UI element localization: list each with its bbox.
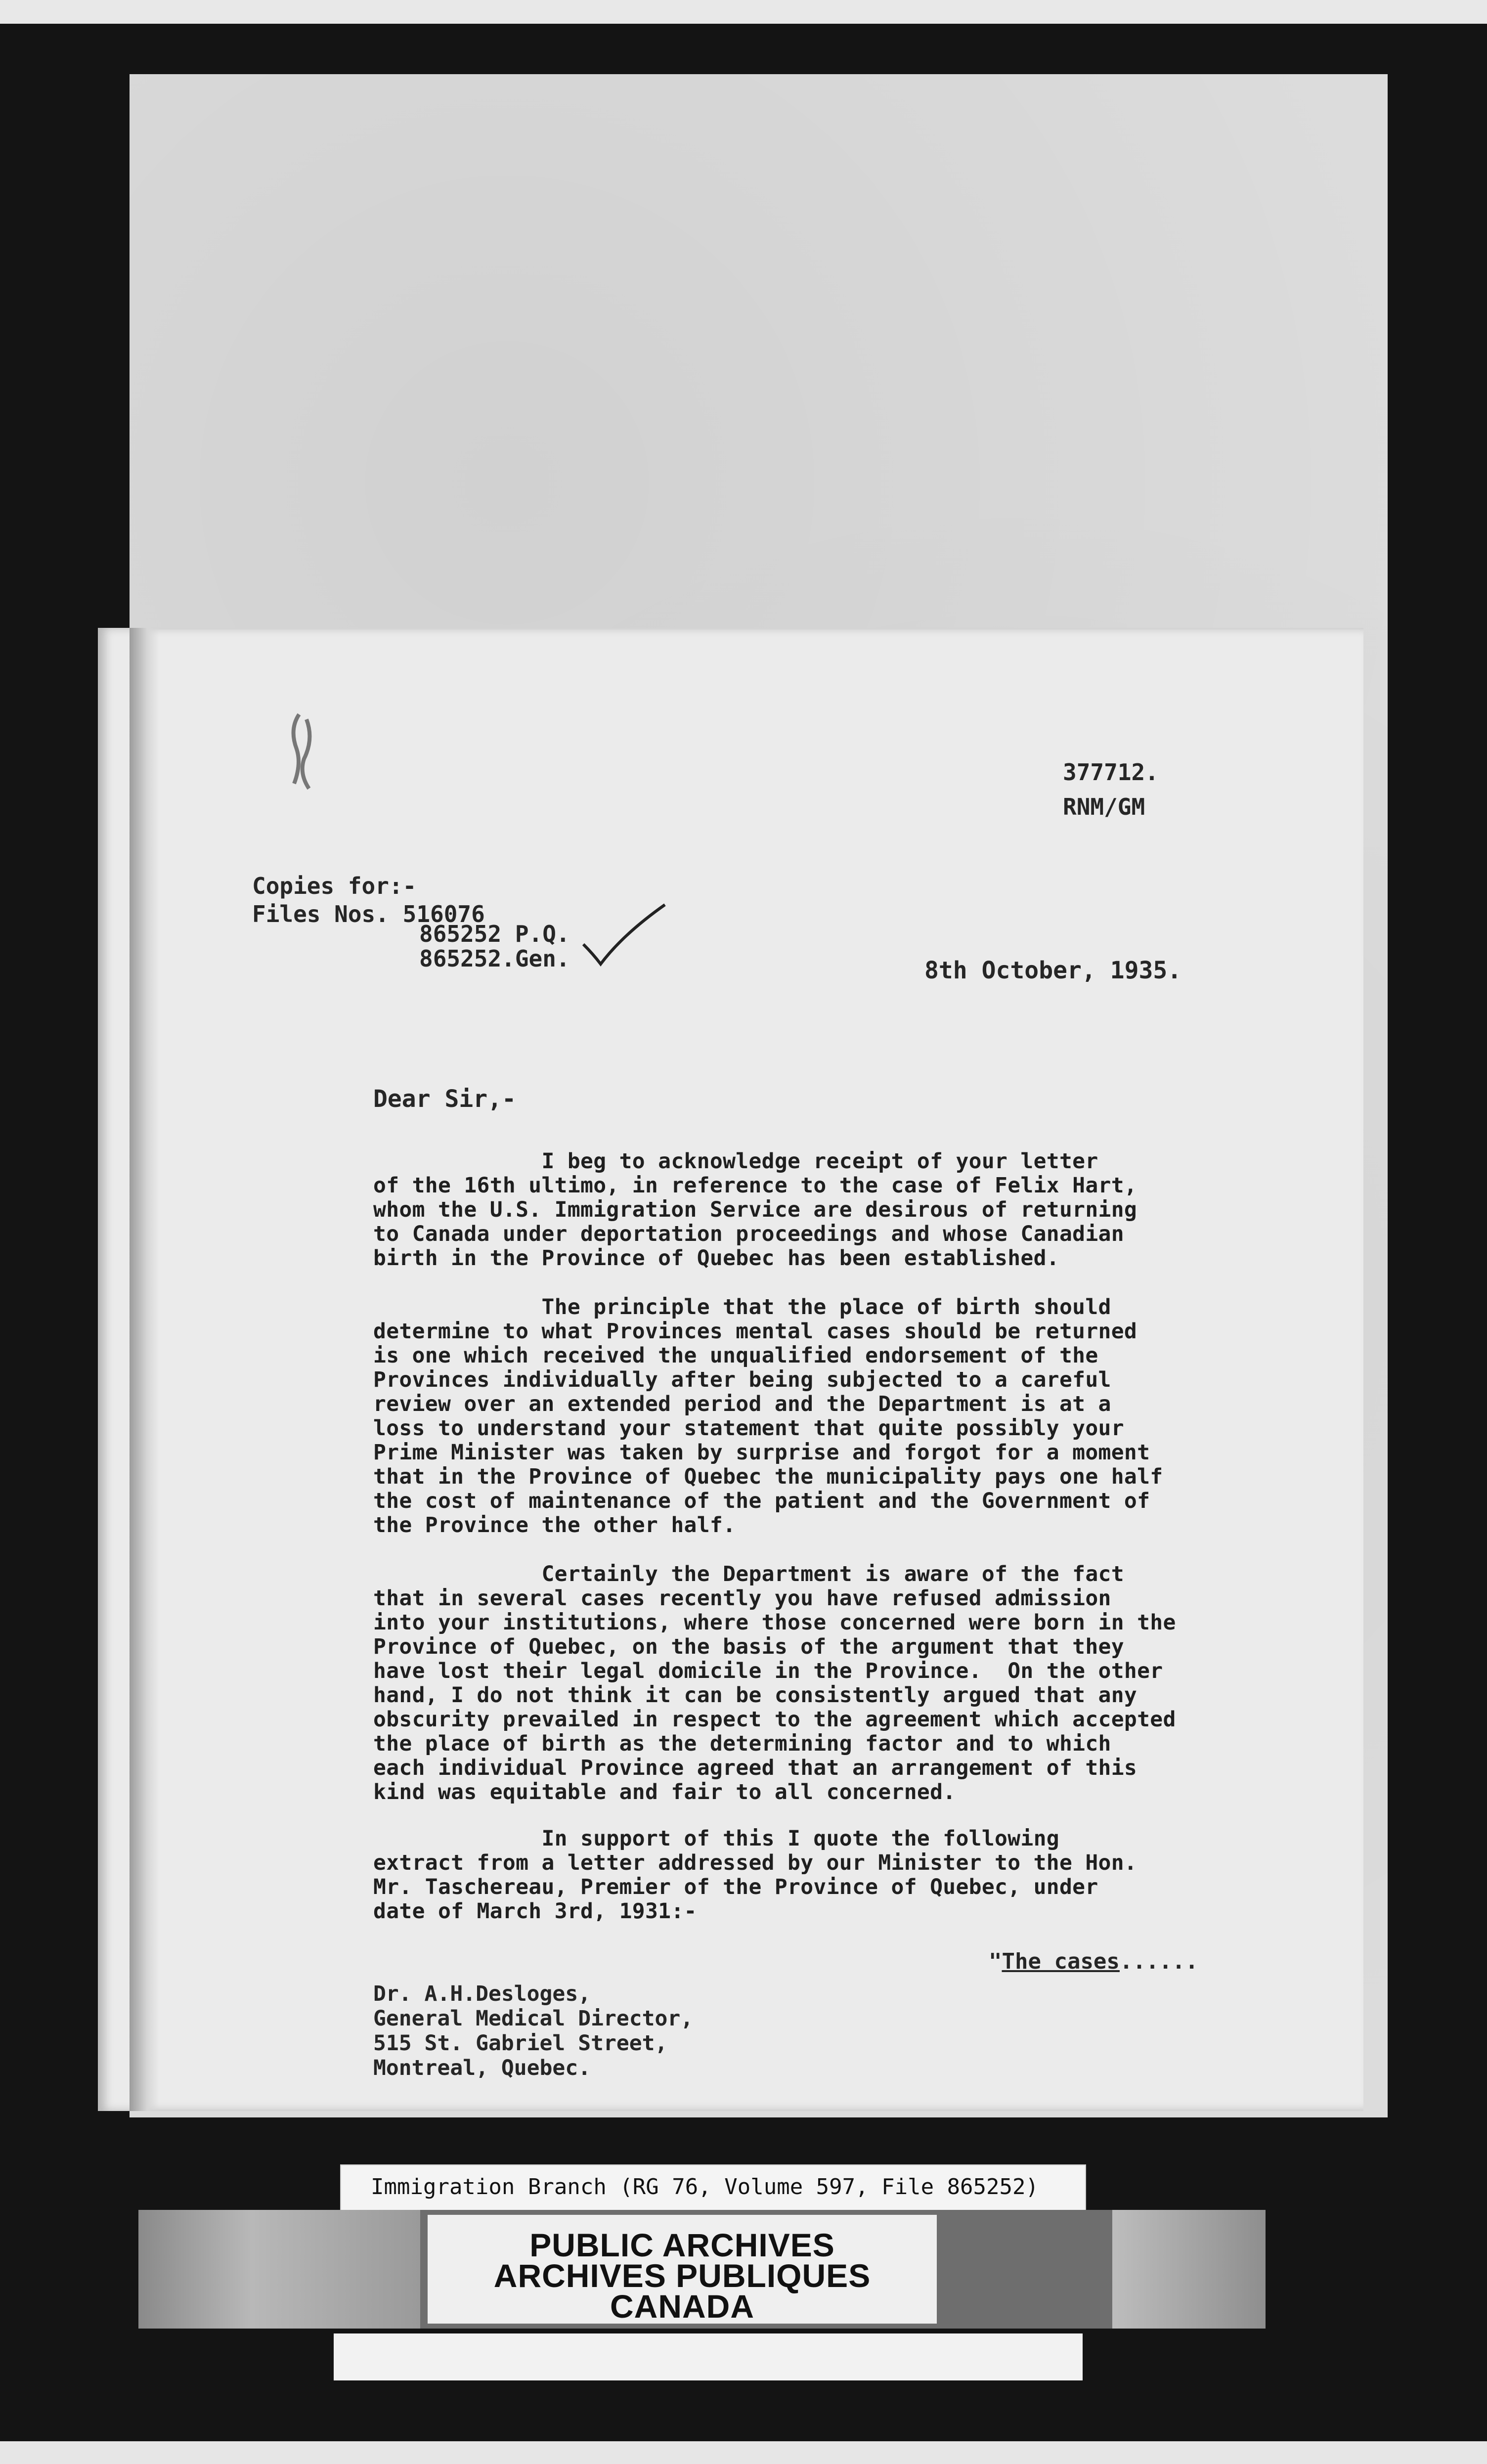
letter-date: 8th October, 1935. <box>924 957 1182 984</box>
film-thumbnail-left <box>138 2210 420 2329</box>
page-fold-edge <box>130 628 159 2111</box>
film-edge-bottom <box>0 2441 1487 2464</box>
stamp-line-3: CANADA <box>610 2288 754 2325</box>
archives-stamp <box>428 2215 937 2324</box>
paper-clip-icon <box>284 709 319 793</box>
file-number-3: 865252.Gen. <box>419 945 570 972</box>
file-number-1: Files Nos. 516076 <box>252 901 485 927</box>
paragraph-2: The principle that the place of birth should determine to what Provinces mental cases should be returned is one which received the unqualified endorsement of the Provinces individually after being subjected to a careful review over an extended period and the Department is at a loss to understand your statement that quite possibly your Prime Minister was taken by surprise and forgot for a moment that in the Province of Quebec the municipality pays one half the cost of maintenance of the patient and the Government of the Province the other half. <box>373 1295 1163 1538</box>
file-number-2: 865252 P.Q. <box>419 921 570 947</box>
archive-label-strip <box>340 2164 1086 2212</box>
paragraph-4: In support of this I quote the following extract from a letter addressed by our Minister to the Hon. Mr. Taschereau, Premier of the Province of Quebec, under date of March 3rd, 1931:- <box>373 1826 1137 1924</box>
film-edge-top <box>0 0 1487 24</box>
archive-label: Immigration Branch (RG 76, Volume 597, File 865252) <box>371 2174 1039 2200</box>
paragraph-3: Certainly the Department is aware of the fact that in several cases recently you have refused admission into your institutions, where those concerned were born in the Province of Quebec, on the basis of the argument that they have lost their legal domicile in the Province. On the other hand, I do not think it can be consistently argued that any obscurity prevailed in respect to the agreement which accepted the place of birth as the determining factor and to which each individual Province agreed that an arrangement of this kind was equitable and fair to all concerned. <box>373 1562 1176 1804</box>
paragraph-1: I beg to acknowledge receipt of your letter of the 16th ultimo, in reference to the case of Felix Hart, whom the U.S. Immigration Service are desirous of returning to Canada under deportation proceedings and whose Canadian birth in the Province of Quebec has been established. <box>373 1149 1137 1271</box>
blank-label-strip <box>334 2333 1083 2380</box>
salutation: Dear Sir,- <box>373 1085 516 1113</box>
reference-initials: RNM/GM <box>1063 793 1145 820</box>
stamp-line-1: PUBLIC ARCHIVES <box>529 2227 835 2263</box>
reference-number: 377712. <box>1063 759 1159 786</box>
continuation-quote: " <box>989 1949 1002 1974</box>
continuation-dots: ...... <box>1119 1949 1198 1974</box>
continuation-underlined: The cases <box>1002 1949 1120 1974</box>
addressee-block: Dr. A.H.Desloges, General Medical Director, 515 St. Gabriel Street, Montreal, Quebec. <box>373 1981 694 2080</box>
checkmark-icon <box>578 895 672 974</box>
stamp-line-2: ARCHIVES PUBLIQUES <box>493 2257 871 2294</box>
copies-for-label: Copies for:- <box>252 873 417 899</box>
continuation-note <box>989 1949 1198 1974</box>
film-thumbnail-right <box>1112 2210 1266 2329</box>
